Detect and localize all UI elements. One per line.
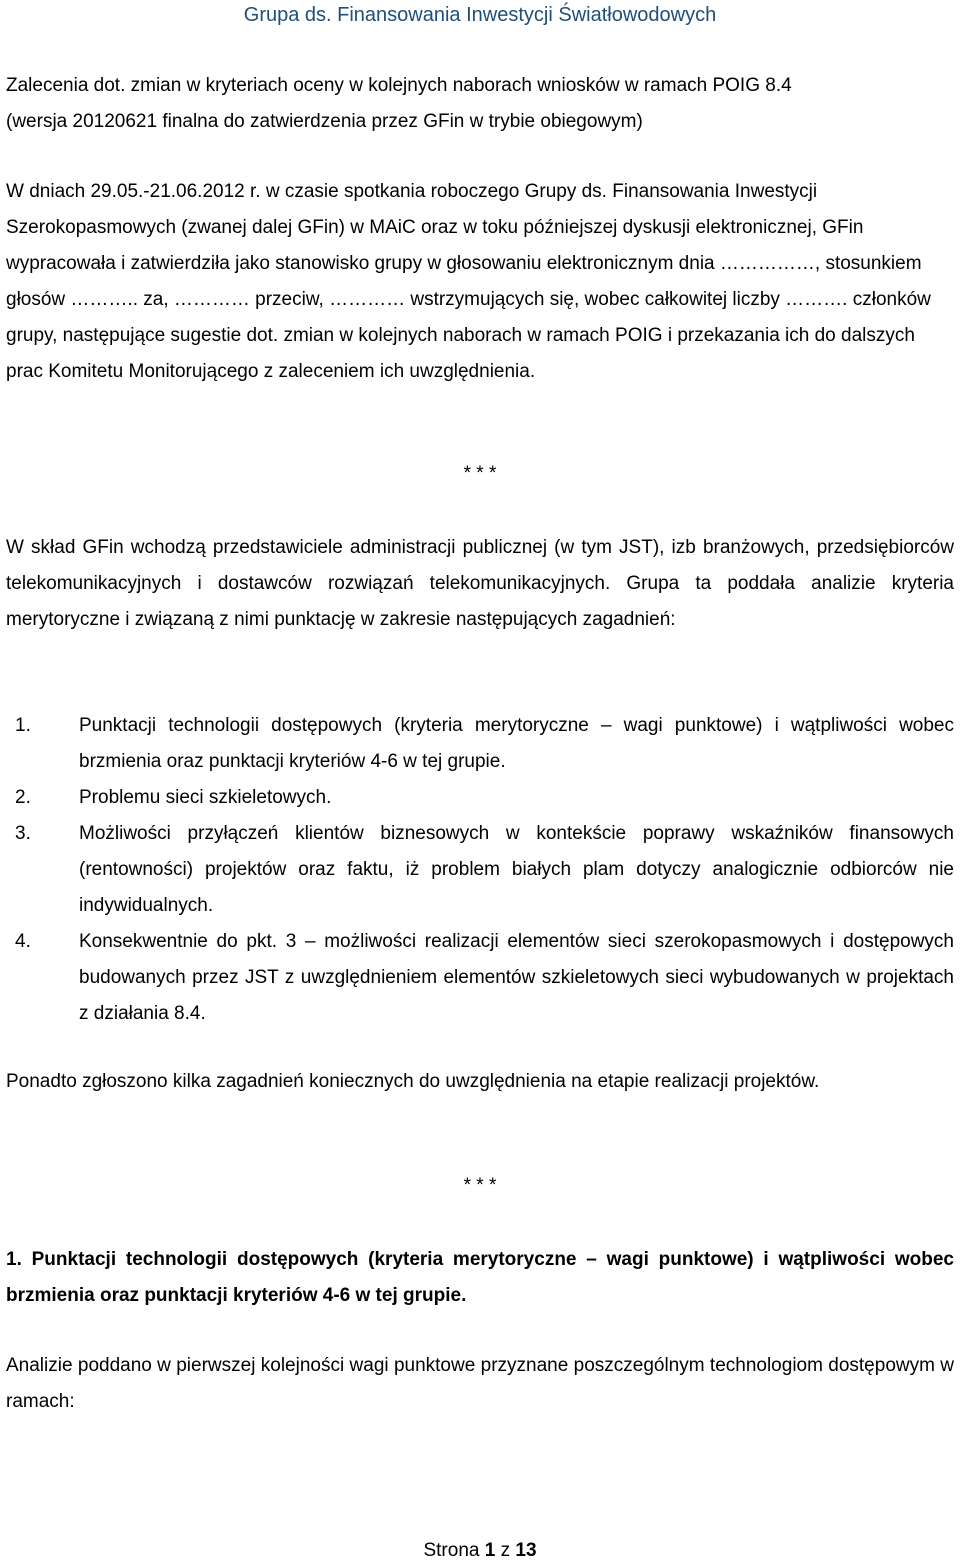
list-item-number: 2. (15, 787, 31, 808)
paragraph-additional: Ponadto zgłoszono kilka zagadnień koniecznych do uwzględnienia na etapie realizacji projektów. (6, 1071, 820, 1092)
separator-2: * * * (463, 1175, 497, 1196)
intro-line-2: (wersja 20120621 finalna do zatwierdzenia przez GFin w trybie obiegowym) (6, 111, 643, 132)
list-item (6, 780, 954, 816)
separator-1: * * * (463, 463, 497, 484)
issues-list (6, 708, 954, 1032)
list-item-text: Możliwości przyłączeń klientów biznesowych w kontekście poprawy wskaźników finansowych (rentowności) projektów oraz faktu, iż problem białych plam dotyczy analogicznie odbiorców nie indywidualnych. (79, 823, 954, 916)
list-item-text: Konsekwentnie do pkt. 3 – możliwości realizacji elementów sieci szerokopasmowych i dostępowych budowanych przez JST z uwzględnieniem elementów szkieletowych sieci wybudowanych w projektach z działania 8.4. (79, 931, 954, 1024)
list-item-number: 1. (15, 715, 31, 736)
footer-prefix: Strona (423, 1540, 480, 1561)
footer-total-pages: 13 (515, 1540, 537, 1561)
paragraph-composition: W skład GFin wchodzą przedstawiciele administracji publicznej (w tym JST), izb branżowych, przedsiębiorców telekomunikacyjnych i dostawców rozwiązań telekomunikacyjnych. Grupa ta poddała analizie kryteria merytoryczne i związaną z nimi punktację w zakresie następujących zagadnień: (6, 537, 954, 630)
intro-line-1: Zalecenia dot. zmian w kryteriach oceny w kolejnych naborach wniosków w ramach POIG 8.4 (6, 75, 792, 96)
section-heading-1: 1. Punktacji technologii dostępowych (kryteria merytoryczne – wagi punktowe) i wątpliwości wobec brzmienia oraz punktacji kryteriów 4-6 w tej grupie. (6, 1249, 954, 1306)
footer-of: z (500, 1540, 511, 1561)
list-item-number: 4. (15, 931, 31, 952)
list-item-text: Punktacji technologii dostępowych (kryteria merytoryczne – wagi punktowe) i wątpliwości wobec brzmienia oraz punktacji kryteriów 4-6 w tej grupie. (79, 715, 954, 772)
list-item-text: Problemu sieci szkieletowych. (79, 787, 332, 808)
list-item-number: 3. (15, 823, 31, 844)
list-item (6, 924, 954, 1032)
list-item (6, 816, 954, 924)
page-header: Grupa ds. Finansowania Inwestycji Światłowodowych (243, 4, 717, 26)
list-item (6, 708, 954, 780)
paragraph-analysis: Analizie poddano w pierwszej kolejności wagi punktowe przyznane poszczególnym technologiom dostępowym w ramach: (6, 1355, 954, 1412)
page-footer (6, 1540, 954, 1562)
paragraph-meeting: W dniach 29.05.-21.06.2012 r. w czasie spotkania roboczego Grupy ds. Finansowania Inwestycji Szerokopasmowych (zwanej dalej GFin) w MAiC oraz w toku późniejszej dyskusji elektronicznej, GFin wypracowała i zatwierdziła jako stanowisko grupy w głosowaniu elektronicznym dnia ……………, stosunkiem głosów ……….. za, ………… przeciw, ………… wstrzymujących się, wobec całkowitej liczby ………. członków grupy, następujące sugestie dot. zmian w kolejnych naborach w ramach POIG i przekazania ich do dalszych prac Komitetu Monitorującego z zaleceniem ich uwzględnienia. (6, 181, 931, 382)
footer-page-number: 1 (484, 1540, 496, 1561)
